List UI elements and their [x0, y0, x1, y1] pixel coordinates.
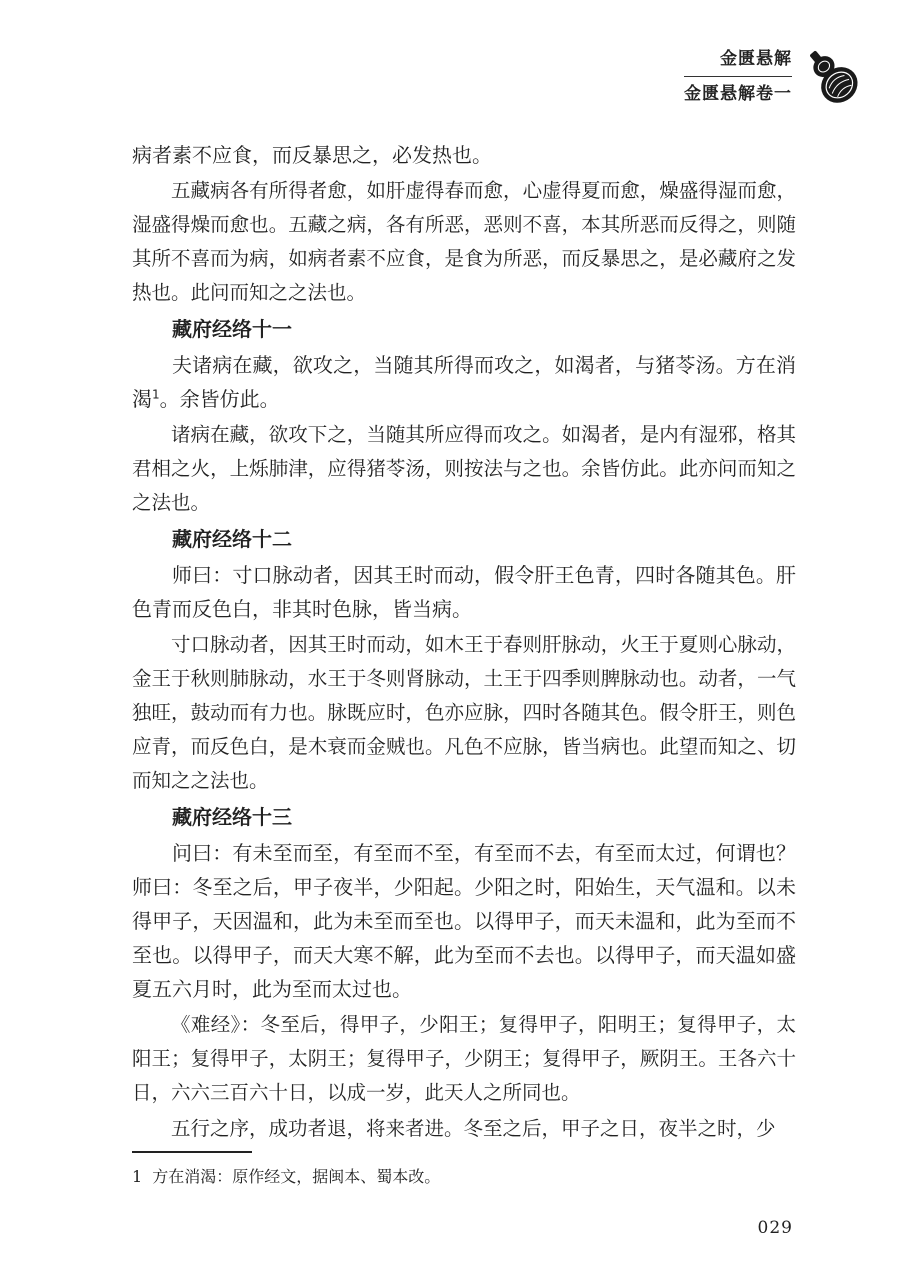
original-text	[132, 348, 796, 416]
original-text: 师曰：寸口脉动者，因其王时而动，假令肝王色青，四时各随其色。肝色青而反色白，非其时色脉，皆当病。	[132, 563, 796, 621]
running-header	[628, 34, 868, 114]
header-titles	[684, 48, 792, 105]
commentary-text: 诸病在藏，欲攻下之，当随其所应得而攻之。如渴者，是内有湿邪，格其君相之火，上烁肺津，应得猪苓汤，则按法与之也。余皆仿此。此亦问而知之之法也。	[132, 423, 796, 514]
commentary-text: 《难经》：冬至后，得甲子，少阳王；复得甲子，阳明王；复得甲子，太阳王；复得甲子，太阴王；复得甲子，少阴王；复得甲子，厥阴王。王各六十日，六六三百六十日，以成一岁，此天人之所同也。	[132, 1013, 796, 1104]
footnote-marker[interactable]: 1	[152, 387, 160, 402]
footnote-text: 方在消渴：原作经文，据闽本、蜀本改。	[152, 1167, 441, 1186]
original-text-part: 夫诸病在藏，欲攻之，当随其所得而攻之，如渴者，与猪苓汤。方在消渴	[132, 353, 796, 411]
commentary-text: 寸口脉动者，因其王时而动，如木王于春则肝脉动，火王于夏则心脉动，金王于秋则肺脉动，水王于冬则肾脉动，土王于四季则脾脉动也。动者，一气独旺，鼓动而有力也。脉既应时，色亦应脉，四时各随其色。假令肝王，则色应青，而反色白，是木衰而金贼也。凡色不应脉，皆当病也。此望而知之、切而知之之法也。	[132, 633, 796, 792]
footnote-divider	[132, 1151, 252, 1153]
footnote	[132, 1166, 440, 1188]
section-heading: 藏府经络十三	[172, 805, 292, 829]
section-heading: 藏府经络十二	[172, 527, 292, 551]
original-text-part: 。余皆仿此。	[159, 387, 280, 411]
page-body	[132, 138, 796, 1148]
page-number: 029	[757, 1218, 793, 1238]
commentary-text: 五行之序，成功者退，将来者进。冬至之后，甲子之日，夜半之时，少	[171, 1117, 776, 1140]
section-heading: 藏府经络十一	[172, 317, 292, 341]
commentary-text: 五藏病各有所得者愈，如肝虚得春而愈，心虚得夏而愈，燥盛得湿而愈，湿盛得燥而愈也。五藏之病，各有所恶，恶则不喜，本其所恶而反得之，则随其所不喜而为病，如病者素不应食，是食为所恶，而反暴思之，是必藏府之发热也。此问而知之之法也。	[132, 179, 796, 304]
volume-title: 金匮悬解卷一	[684, 84, 792, 104]
footnote-number: 1	[132, 1167, 143, 1186]
book-title: 金匮悬解	[684, 48, 792, 77]
gourd-icon	[794, 38, 868, 112]
original-text: 问曰：有未至而至，有至而不至，有至而不去，有至而太过，何谓也？师曰：冬至之后，甲子夜半，少阳起。少阳之时，阳始生，天气温和。以未得甲子，天因温和，此为未至而至也。以得甲子，而天未温和，此为至而不至也。以得甲子，而天大寒不解，此为至而不去也。以得甲子，而天温如盛夏五六月时，此为至而太过也。	[132, 841, 796, 1001]
original-text: 病者素不应食，而反暴思之，必发热也。	[132, 143, 492, 167]
